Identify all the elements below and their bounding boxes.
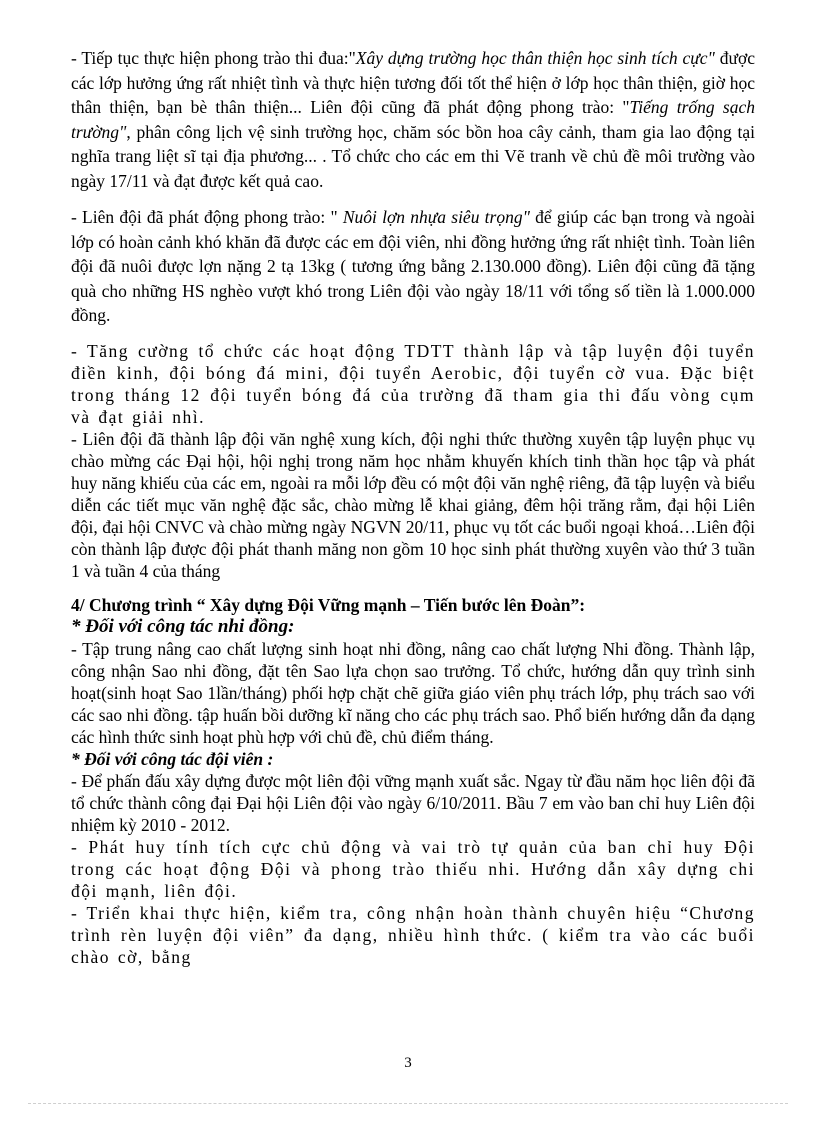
text-run: được các lớp hưởng ứng rất nhiệt tình và thực hiện tương đối tốt thể hiện ở lớp học thân thiện, giờ học thân thiện, bạn bè thân thiện... Liên đội cũng đã phát động phong trào: " — [71, 48, 755, 117]
text-run: để giúp các bạn trong và ngoài lớp có hoàn cảnh khó khăn đã được các em đội viên, nhi đồng hưởng ứng rất nhiệt tình. Toàn liên đội đã nuôi được lợn nặng 2 tạ 13kg ( tương ứng bằng 2.130.000 đồng). Liên đội cũng đã tặng quà cho những HS nghèo vượt khó trong Liên đội vào ngày 18/11 với tổng số tiền là 1.000.000 đồng. — [71, 207, 755, 325]
subheading-children: * Đối với công tác nhi đồng: — [71, 615, 295, 637]
page-number: 3 — [404, 1055, 412, 1071]
paragraph-sports: - Tăng cường tổ chức các hoạt động TDTT thành lập và tập luyện đội tuyển điền kinh, đội bóng đá mini, đội tuyển Aerobic, đội tuyển cờ vua. Đặc biệt trong tháng 12 đội tuyển bóng đá của trường đã tham gia thi đấu vòng cụm và đạt giải nhì. — [71, 340, 755, 427]
paragraph-children-work: - Tập trung nâng cao chất lượng sinh hoạt nhi đồng, nâng cao chất lượng Nhi đồng. Thành lập, công nhận Sao nhi đồng, đặt tên Sao lựa chọn sao trưởng. Tổ chức, hướng dẫn quy trình sinh hoạt(sinh hoạt Sao 1lần/tháng) phối hợp chặt chẽ giữa giáo viên phụ trách lớp, phụ trách sao với các sao nhi đồng. tập huấn bồi dưỡng kĩ năng cho các phụ trách sao. Phổ biến hướng dẫn đa dạng các hình thức sinh hoạt phù hợp với chủ đề, chủ điểm tháng. — [71, 638, 755, 747]
paragraph-friendly-school — [71, 46, 755, 193]
paragraph-members-3: - Triển khai thực hiện, kiểm tra, công nhận hoàn thành chuyên hiệu “Chương trình rèn luyện đội viên” đa dạng, nhiều hình thức. ( kiểm tra vào các buổi chào cờ, bằng — [71, 902, 755, 967]
paragraph-arts-team: - Liên đội đã thành lập đội văn nghệ xung kích, đội nghi thức thường xuyên tập luyện phục vụ chào mừng các Đại hội, hội nghị trong năm học nhằm khuyến khích tinh thần học tập và phát huy năng khiếu của các em, ngoài ra mỗi lớp đều có một đội văn nghệ riêng, đã tập luyện và biểu diễn các tiết mục văn nghệ đặc sắc, chào mừng lễ khai giảng, đêm hội trăng rằm, đại hội Liên đội, đại hội CNVC và chào mừng ngày NGVN 20/11, phục vụ tốt các buổi ngoại khoá…Liên đội còn thành lập được đội phát thanh măng non gồm 10 học sinh phát thường xuyên vào thứ 3 tuần 1 và tuần 4 của tháng — [71, 428, 755, 581]
subheading-members: * Đối với công tác đội viên : — [71, 748, 274, 769]
paragraph-members-1: - Để phấn đấu xây dựng được một liên đội vững mạnh xuất sắc. Ngay từ đầu năm học liên đội đã tổ chức thành công đại Đại hội Liên đội vào ngày 6/10/2011. Bầu 7 em vào ban chỉ huy Liên đội nhiệm kỳ 2010 - 2012. — [71, 770, 755, 835]
italic-quote: Nuôi lợn nhựa siêu trọng" — [342, 207, 530, 227]
page-body — [71, 46, 755, 968]
paragraph-members-2: - Phát huy tính tích cực chủ động và vai trò tự quản của ban chỉ huy Đội trong các hoạt động Đội và phong trào thiếu nhi. Hướng dẫn xây dựng chi đội mạnh, liên đội. — [71, 836, 755, 901]
text-run: - Tiếp tục thực hiện phong trào thi đua:" — [71, 48, 356, 68]
text-run: , phân công lịch vệ sinh trường học, chăm sóc bồn hoa cây cảnh, tham gia lao động tại nghĩa trang liệt sĩ tại địa phương... . Tổ chức cho các em thi Vẽ tranh về chủ đề môi trường vào ngày 17/11 và đạt được kết quả cao. — [71, 121, 755, 191]
italic-quote: Xây dựng trường học thân thiện học sinh tích cực" — [355, 48, 715, 68]
paragraph-piggy-bank — [71, 205, 755, 328]
section-heading: 4/ Chương trình “ Xây dựng Đội Vững mạnh – Tiến bước lên Đoàn”: — [71, 594, 586, 615]
italic-quote: Tiếng trống sạch trường" — [71, 97, 755, 142]
text-run: - Liên đội đã phát động phong trào: " — [71, 207, 343, 227]
page-bottom-divider — [28, 1103, 788, 1104]
